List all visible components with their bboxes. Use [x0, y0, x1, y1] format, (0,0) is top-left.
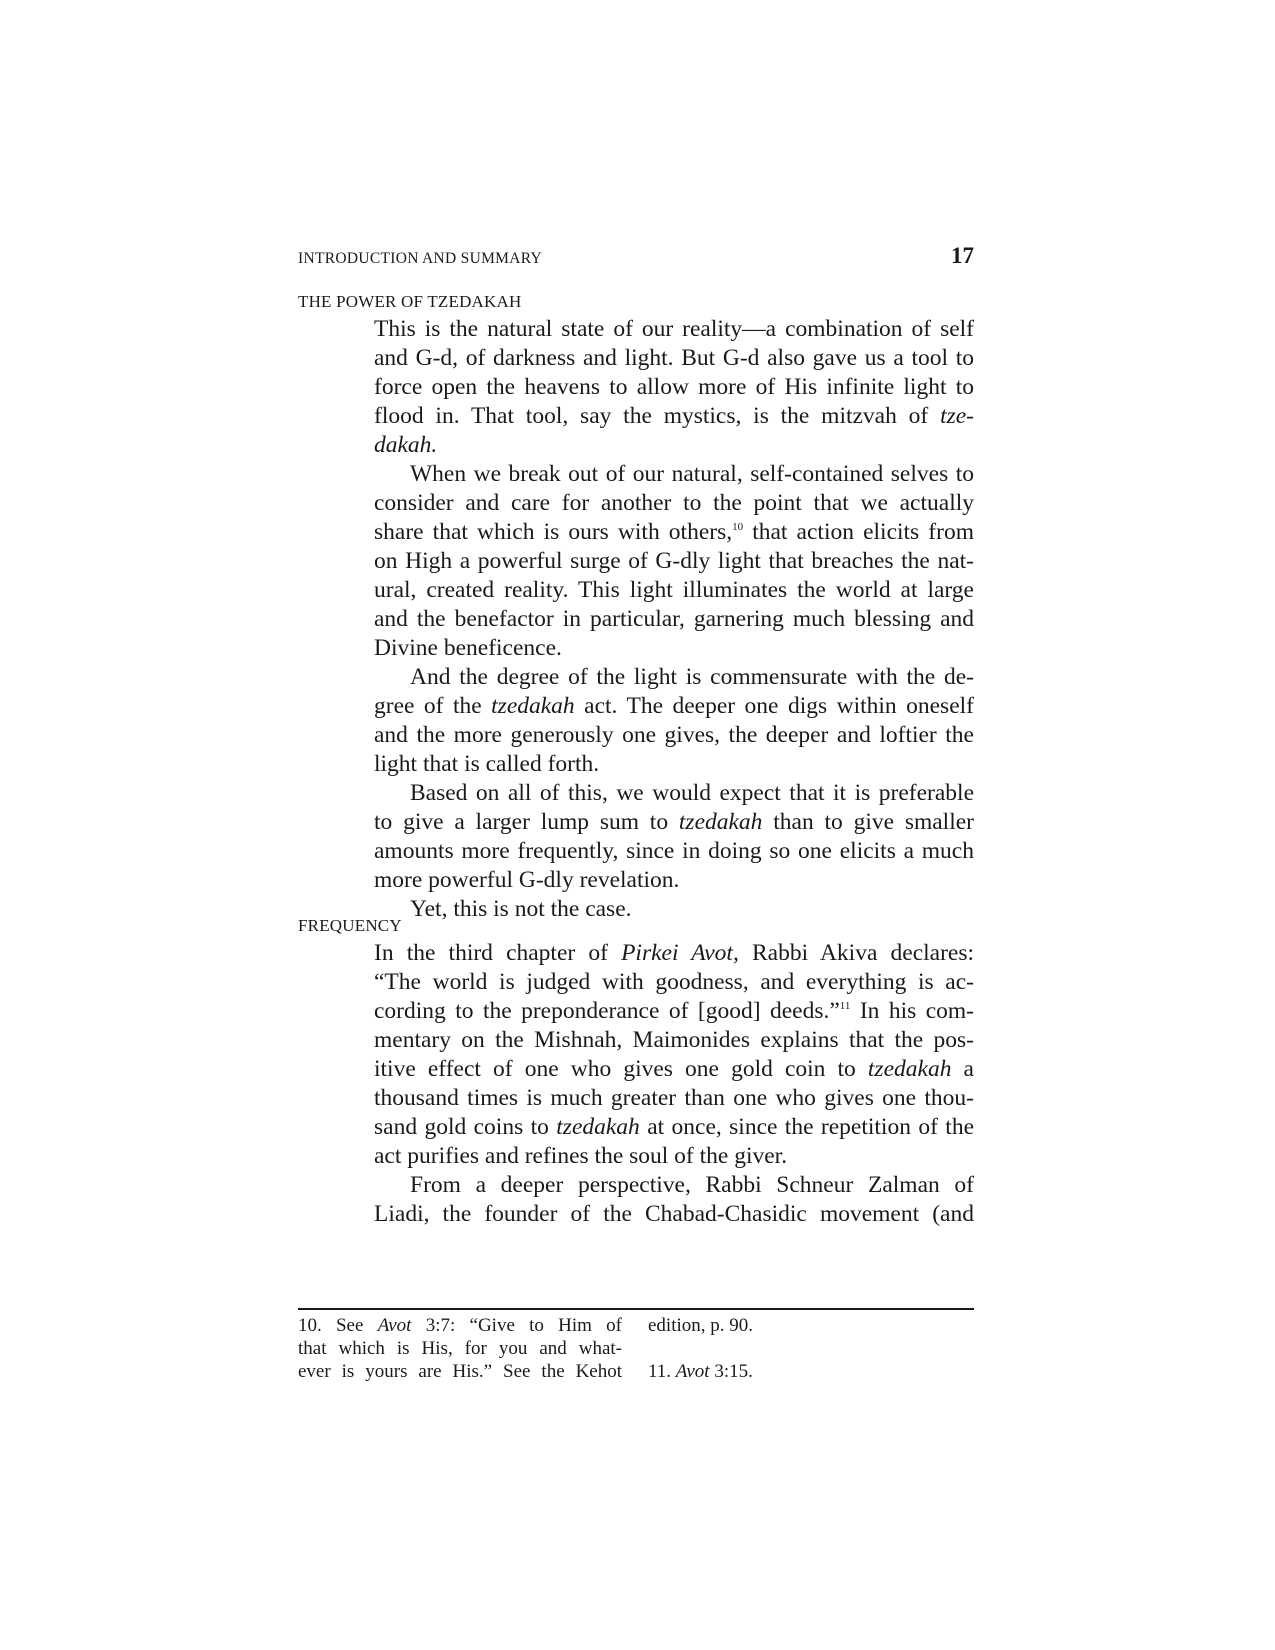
text-line: mentary on the Mishnah, Maimonides explains that the pos- [374, 1027, 974, 1053]
text-run: cording to the preponderance of [good] deeds.” [374, 998, 840, 1024]
text-run: a [951, 1056, 974, 1082]
section-body-power-of-tzedakah [374, 315, 974, 924]
text-run: 3:7: “Give to Him of [411, 1315, 623, 1336]
italic-term: dakah. [374, 432, 438, 458]
text-line: Liadi, the founder of the Chabad-Chasidic movement (and [374, 1201, 974, 1227]
italic-term: tzedakah [867, 1056, 952, 1082]
footnote-rule [298, 1308, 974, 1310]
section-body-frequency [374, 939, 974, 1229]
italic-term: Avot [377, 1315, 412, 1336]
section-heading-frequency: FREQUENCY [298, 916, 402, 935]
text-line: amounts more frequently, since in doing so one elicits a much [374, 838, 974, 864]
italic-term: tzedakah [678, 809, 763, 835]
text-line [374, 1113, 974, 1142]
text-line: thousand times is much greater than one who gives one thou- [374, 1085, 974, 1111]
text-line [374, 1055, 974, 1084]
text-run: itive effect of one who gives one gold coin to [374, 1056, 868, 1082]
italic-term: tzedakah [556, 1114, 640, 1140]
text-line: Divine beneficence. [374, 635, 562, 661]
text-line: And the degree of the light is commensurate with the de- [410, 664, 974, 690]
text-run: In his com- [850, 998, 974, 1024]
text-line [374, 997, 974, 1026]
text-line [374, 431, 974, 460]
text-line: on High a powerful surge of G-dly light that breaches the nat- [374, 548, 974, 574]
page-number: 17 [951, 243, 974, 268]
text-run: flood in. That tool, say the mystics, is the mitzvah of [374, 403, 929, 429]
text-run: act. The deeper one digs within oneself [574, 693, 974, 719]
footnote-column-left [298, 1314, 622, 1383]
text-run: share that which is ours with others, [374, 519, 733, 545]
running-head [298, 243, 974, 276]
text-line: light that is called forth. [374, 751, 600, 777]
text-line: consider and care for another to the point that we actually [374, 490, 974, 516]
running-title: INTRODUCTION AND SUMMARY [298, 250, 543, 267]
text-line: and G-d, of darkness and light. But G-d also gave us a tool to [374, 345, 974, 371]
text-line [374, 808, 974, 837]
text-run: Rabbi Akiva declares: [738, 940, 975, 966]
text-run: 3:15. [709, 1361, 753, 1382]
text-line: This is the natural state of our reality—a combination of self [374, 316, 974, 342]
footnote-line [648, 1360, 974, 1383]
text-line [374, 939, 974, 968]
text-line [374, 518, 974, 547]
text-line: and the more generously one gives, the deeper and loftier the [374, 722, 974, 748]
footnote-line [298, 1314, 622, 1337]
text-line [374, 402, 974, 431]
italic-term: tze- [940, 403, 974, 429]
footnote-column-right [648, 1314, 974, 1383]
text-line: more powerful G-dly revelation. [374, 867, 680, 893]
italic-term: tzedakah [491, 693, 575, 719]
footnote-ref-10[interactable]: 10 [732, 521, 744, 533]
text-line: ural, created reality. This light illuminates the world at large [374, 577, 974, 603]
footnote-line: that which is His, for you and what- [298, 1338, 622, 1359]
text-line: “The world is judged with goodness, and everything is ac- [374, 969, 974, 995]
text-run: at once, since the repetition of the [639, 1114, 974, 1140]
text-run: gree of the [374, 693, 492, 719]
footnote-gap [648, 1337, 974, 1360]
text-run: 11. [648, 1361, 676, 1382]
text-run: sand gold coins to [374, 1114, 557, 1140]
text-line: Based on all of this, we would expect that it is preferable [410, 780, 974, 806]
footnote-ref-11[interactable]: 11 [839, 1000, 851, 1012]
text-line: and the benefactor in particular, garnering much blessing and [374, 606, 974, 632]
text-line [374, 692, 974, 721]
text-line: Yet, this is not the case. [410, 896, 632, 922]
text-line: When we break out of our natural, self-contained selves to [410, 461, 974, 487]
text-line: act purifies and refines the soul of the giver. [374, 1143, 788, 1169]
text-run: 10. See [298, 1315, 378, 1336]
text-run: than to give smaller [762, 809, 974, 835]
footnote-line: ever is yours are His.” See the Kehot [298, 1361, 622, 1382]
italic-term: Avot [675, 1361, 710, 1382]
italic-term: Pirkei Avot, [621, 940, 739, 966]
text-run: to give a larger lump sum to [374, 809, 679, 835]
text-run: In the third chapter of [374, 940, 622, 966]
text-line: From a deeper perspective, Rabbi Schneur Zalman of [410, 1172, 974, 1198]
section-heading-power-of-tzedakah: THE POWER OF TZEDAKAH [298, 292, 522, 311]
text-run: that action elicits from [743, 519, 974, 545]
footnote-line: edition, p. 90. [648, 1315, 754, 1336]
text-line: force open the heavens to allow more of His infinite light to [374, 374, 974, 400]
